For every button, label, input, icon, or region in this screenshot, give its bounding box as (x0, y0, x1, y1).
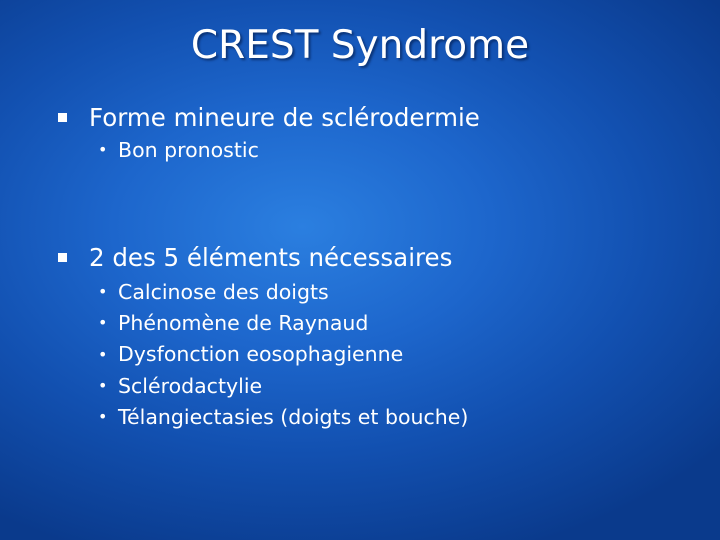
dot-bullet-icon: • (98, 344, 108, 364)
square-bullet-icon (58, 253, 67, 262)
dot-bullet-icon: • (98, 376, 108, 396)
bullet-level1-text: Forme mineure de sclérodermie (89, 102, 480, 132)
sub-bullet-list (98, 134, 259, 165)
bullet-level1-item (58, 99, 480, 135)
list-item-text: Télangiectasies (doigts et bouche) (118, 404, 469, 429)
sub-bullet-list (98, 276, 468, 432)
dot-bullet-icon: • (98, 282, 108, 302)
slide-title: CREST Syndrome (190, 23, 530, 68)
list-item-text: Bon pronostic (118, 137, 259, 162)
list-item (98, 339, 468, 370)
dot-bullet-icon: • (98, 407, 108, 427)
list-item-text: Phénomène de Raynaud (118, 310, 369, 335)
list-item (98, 134, 259, 165)
list-item-text: Calcinose des doigts (118, 279, 329, 304)
list-item (98, 276, 468, 307)
list-item-text: Sclérodactylie (118, 373, 263, 398)
dot-bullet-icon: • (98, 140, 108, 160)
list-item (98, 370, 468, 401)
list-item-text: Dysfonction eosophagienne (118, 342, 404, 367)
bullet-level1-text: 2 des 5 éléments nécessaires (89, 242, 453, 272)
square-bullet-icon (58, 113, 67, 122)
list-item (98, 307, 468, 338)
dot-bullet-icon: • (98, 313, 108, 333)
bullet-level1-item (58, 239, 452, 275)
list-item (98, 401, 468, 432)
